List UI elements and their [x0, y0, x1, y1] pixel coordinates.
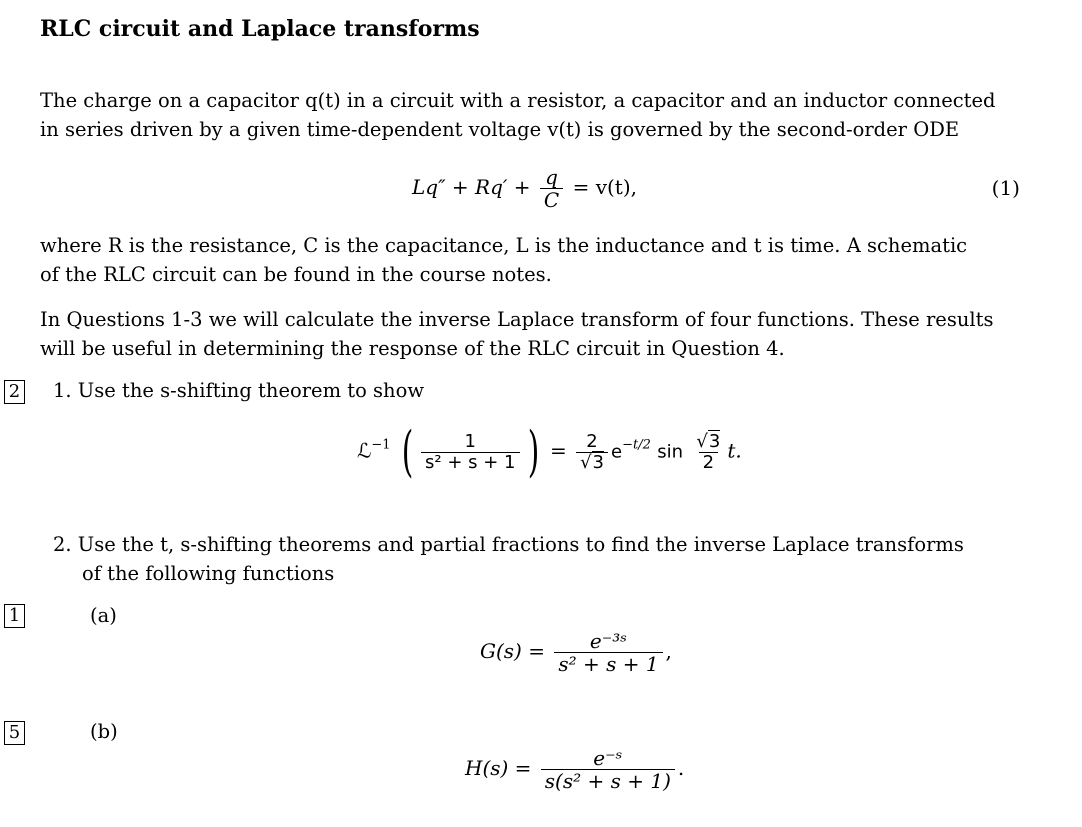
q1-equation [357, 420, 742, 483]
h-frac-den: s(s² + s + 1) [541, 769, 675, 792]
intro-paragraph [40, 86, 1025, 144]
q2a-label: (a) [90, 604, 117, 627]
q1-label: 1. Use the s-shifting theorem to show [53, 379, 425, 402]
q2-line-2: of the following functions [82, 562, 335, 585]
q1-equals: = [549, 438, 567, 463]
where-paragraph [40, 231, 1025, 289]
questions-intro-line-1: In Questions 1-3 we will calculate the inverse Laplace transform of four functions. These results [40, 308, 994, 331]
q2b-label: (b) [90, 720, 118, 743]
right-paren: ) [527, 420, 539, 483]
q1-exp-power: −t/2 [622, 437, 651, 453]
h-tail: . [677, 756, 685, 780]
h-equation [465, 747, 684, 792]
h-lhs: H(s) = [465, 756, 532, 780]
q1-arg-den: 2 [699, 452, 718, 473]
g-frac [554, 630, 662, 675]
q1-coef [576, 432, 608, 473]
where-line-1: where R is the resistance, C is the capacitance, L is the inductance and t is time. A schematic [40, 234, 968, 257]
equation-1 [412, 166, 637, 211]
mark-box-q1: 2 [4, 380, 25, 404]
q2-paragraph [53, 530, 1038, 588]
q1-frac-den: s² + s + 1 [421, 452, 519, 473]
q1-sin: sin [657, 441, 684, 463]
eq1-frac-num: q [545, 165, 558, 189]
g-lhs: G(s) = [480, 639, 545, 663]
questions-intro-line-2: will be useful in determining the response of the RLC circuit in Question 4. [40, 337, 785, 360]
q1-arg-num-radicand: 3 [708, 430, 721, 452]
g-frac-num: e⁻³ˢ [589, 629, 628, 653]
q1-tail: t. [727, 438, 742, 463]
q1-coef-den-radicand: 3 [592, 451, 604, 473]
q1-frac [421, 432, 519, 473]
intro-line-2: in series driven by a given time-dependent voltage v(t) is governed by the second-order ODE [40, 118, 960, 141]
q1-arg-num: √3 [696, 430, 721, 452]
eq1-rhs: = v(t), [572, 175, 637, 199]
laplace-operator: ℒ [357, 438, 372, 463]
mark-box-q2b: 5 [4, 721, 25, 745]
where-line-2: of the RLC circuit can be found in the course notes. [40, 263, 552, 286]
page-title: RLC circuit and Laplace transforms [40, 16, 480, 42]
intro-line-1: The charge on a capacitor q(t) in a circuit with a resistor, a capacitor and an inductor connected [40, 89, 996, 112]
q1-coef-den: √3 [576, 452, 608, 473]
q1-exp-base: e [611, 441, 623, 463]
g-frac-den: s² + s + 1 [554, 652, 662, 675]
g-tail: , [665, 639, 672, 663]
mark-box-q2a: 1 [4, 604, 25, 628]
q1-frac-num: 1 [464, 430, 476, 452]
eq1-fraction [540, 166, 563, 211]
g-equation [480, 630, 672, 675]
h-frac-num: e⁻ˢ [593, 746, 623, 770]
eq1-lhs: Lq″ + Rq′ + [412, 175, 531, 199]
q1-coef-num: 2 [586, 430, 598, 452]
eq1-frac-den: C [540, 188, 563, 211]
q1-arg [692, 432, 724, 473]
questions-intro-paragraph [40, 305, 1025, 363]
equation-number: (1) [991, 176, 1020, 200]
laplace-inverse-sup: −1 [371, 437, 391, 453]
q2-line-1: 2. Use the t, s-shifting theorems and partial fractions to find the inverse Laplace transforms [53, 533, 964, 556]
h-frac [541, 747, 675, 792]
left-paren: ( [401, 420, 414, 483]
